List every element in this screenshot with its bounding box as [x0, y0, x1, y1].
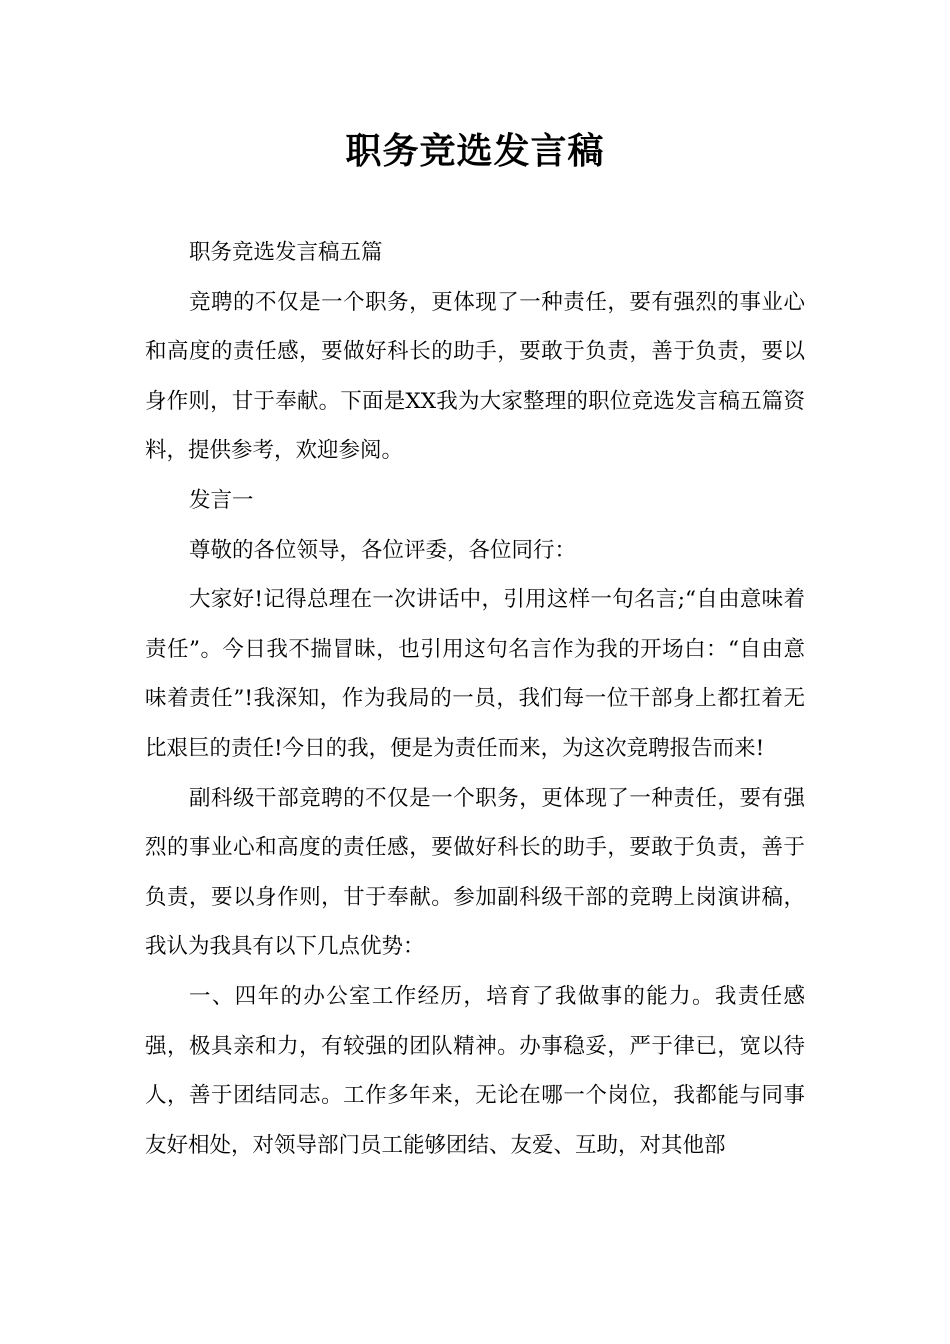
paragraph-speech-heading: 发言一: [189, 487, 254, 513]
paragraph-opening: 大家好!记得总理在一次讲话中，引用这样一句名言;“自由意味着责任”。今日我不揣冒昧，也引用这句名言作为我的开场白：“自由意味着责任”!我深知，作为我局的一员，我们每一位干部身上都扛着无比艰巨的责任!今日的我，便是为责任而来，为这次竞聘报告而来!: [145, 587, 805, 761]
document-title: 职务竞选发言稿: [345, 131, 605, 172]
paragraph-salutation: 尊敬的各位领导，各位评委，各位同行：: [189, 537, 577, 563]
document-body: [145, 228, 805, 1170]
paragraph-responsibility: 副科级干部竞聘的不仅是一个职务，更体现了一种责任，要有强烈的事业心和高度的责任感，要做好科长的助手，要敢于负责，善于负责，要以身作则，甘于奉献。参加副科级干部的竞聘上岗演讲稿，我认为我具有以下几点优势：: [145, 785, 805, 960]
paragraph-subtitle: 职务竞选发言稿五篇: [189, 240, 383, 265]
paragraph-intro: 竞聘的不仅是一个职务，更体现了一种责任，要有强烈的事业心和高度的责任感，要做好科长的助手，要敢于负责，善于负责，要以身作则，甘于奉献。下面是XX我为大家整理的职位竞选发言稿五篇资料，提供参考，欢迎参阅。: [145, 289, 805, 464]
paragraph-advantage-one: 一、四年的办公室工作经历，培育了我做事的能力。我责任感强，极具亲和力，有较强的团队精神。办事稳妥，严于律已，宽以待人，善于团结同志。工作多年来，无论在哪一个岗位，我都能与同事友好相处，对领导部门员工能够团结、友爱、互助，对其他部: [145, 983, 805, 1158]
